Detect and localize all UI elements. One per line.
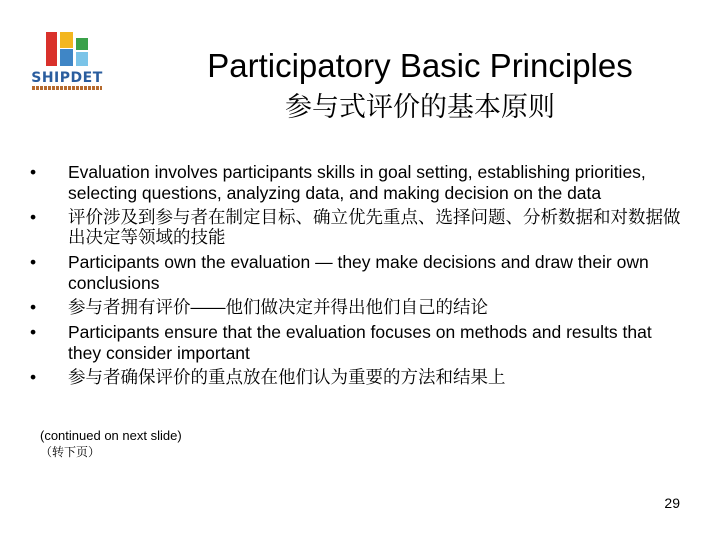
bullet-text: 参与者拥有评价——他们做决定并得出他们自己的结论 — [68, 297, 488, 317]
logo-graphic-icon — [30, 28, 104, 70]
bullet-dot-icon: • — [30, 207, 37, 227]
bullet-dot-icon: • — [30, 252, 37, 272]
page-number: 29 — [664, 495, 680, 511]
slide-title: Participatory Basic Principles — [207, 47, 633, 84]
bullet-text: 参与者确保评价的重点放在他们认为重要的方法和结果上 — [68, 367, 506, 387]
bullet-item — [30, 252, 685, 294]
bullet-list — [30, 162, 685, 392]
bullet-text: 评价涉及到参与者在制定目标、确立优先重点、选择问题、分析数据和对数据做出决定等领域的技能 — [68, 207, 681, 247]
continued-note-zh: （转下页） — [40, 445, 101, 459]
bullet-item — [30, 162, 685, 204]
bullet-item — [30, 207, 685, 247]
slide-subtitle: 参与式评价的基本原则 — [285, 92, 555, 123]
bullet-item — [30, 297, 685, 317]
bullet-dot-icon: • — [30, 367, 37, 387]
bullet-dot-icon: • — [30, 322, 37, 342]
bullet-item — [30, 322, 685, 364]
bullet-text: Evaluation involves participants skills in goal setting, establishing priorities, selecting questions, analyzing data, and making decision on the data — [68, 162, 646, 203]
bullet-dot-icon: • — [30, 162, 37, 182]
bullet-text: Participants ensure that the evaluation focuses on methods and results that they consider important — [68, 322, 652, 363]
continued-note — [40, 427, 182, 461]
bullet-text: Participants own the evaluation — they make decisions and draw their own conclusions — [68, 252, 649, 293]
bullet-item — [30, 367, 685, 387]
continued-note-en: (continued on next slide) — [40, 428, 182, 443]
shipdet-logo — [30, 28, 104, 94]
bullet-dot-icon: • — [30, 297, 37, 317]
logo-tagline — [32, 86, 102, 90]
logo-text: SHIPDET — [31, 70, 103, 86]
